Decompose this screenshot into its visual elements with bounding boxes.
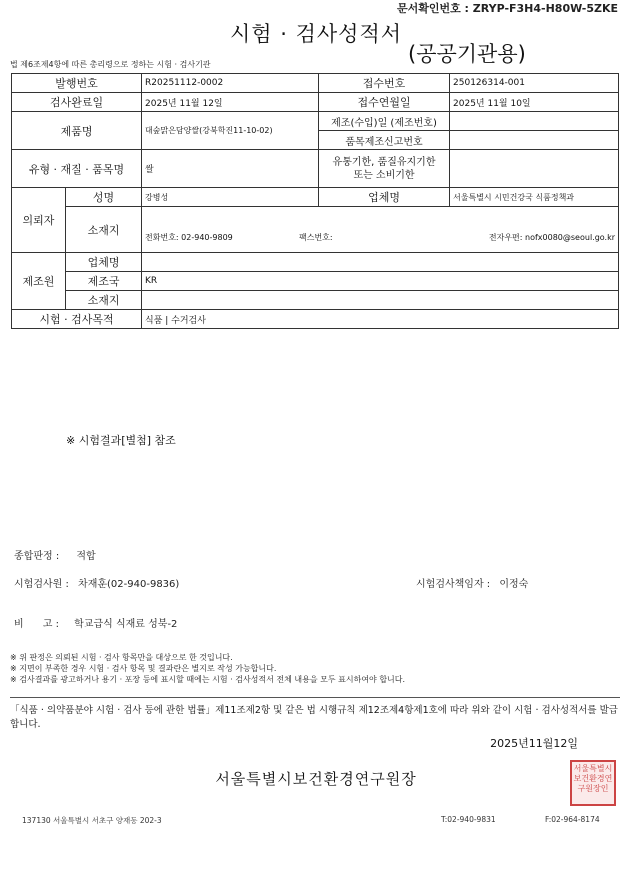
client-label: 의뢰자	[12, 188, 66, 253]
mfg-date-label: 제조(수입)일 (제조번호)	[319, 112, 450, 131]
purpose-row	[12, 310, 619, 329]
receipt-date-value: 2025년 11월 10일	[450, 93, 619, 112]
note-2: ※ 지면이 부족한 경우 시험 · 검사 항목 및 결과란은 별지로 작성 가능합니다.	[10, 664, 277, 673]
country-row	[12, 272, 619, 291]
note-3: ※ 검사결과를 광고하거나 용기 · 포장 등에 표시할 때에는 시험 · 검사성적서 전체 내용을 모두 표시하여야 합니다.	[10, 675, 406, 684]
mfg-date-value	[450, 112, 619, 131]
country-value: KR	[142, 272, 619, 291]
maker-address-row	[12, 291, 619, 310]
remark-line	[14, 615, 177, 630]
footer-telephone: T:02-940-9831	[441, 815, 496, 824]
maker-company-row	[12, 253, 619, 272]
report-no-value	[450, 131, 619, 150]
client-name-value: 강병성	[142, 188, 319, 207]
footer-fax: F:02-964-8174	[545, 815, 600, 824]
client-contact	[142, 207, 619, 253]
expiry-label	[319, 150, 450, 188]
fax-value: 팩스번호:	[299, 233, 333, 242]
result-reference-note: ※ 시험결과[별첨] 참조	[66, 434, 176, 447]
official-seal: 서울특별시보건환경연구원장인	[570, 760, 616, 806]
examiner-line	[14, 575, 179, 590]
receipt-date-label: 접수연월일	[319, 93, 450, 112]
note-1: ※ 위 판정은 의뢰된 시험 · 검사 항목만을 대상으로 한 것입니다.	[10, 653, 233, 662]
email-value: 전자우편: nofx0080@seoul.go.kr	[488, 233, 616, 242]
inspection-form-table	[11, 73, 619, 329]
client-name-row	[12, 188, 619, 207]
maker-company-label: 업체명	[66, 253, 142, 272]
type-label: 유형 · 재질 · 품목명	[12, 150, 142, 188]
manager-label: 시험검사책임자 :	[416, 579, 491, 590]
manager-line	[416, 575, 528, 590]
issue-no-value: R20251112-0002	[142, 74, 319, 93]
phone-value: 전화번호: 02-940-9809	[145, 233, 233, 242]
issuance-statement: 「식품 · 의약품분야 시험 · 검사 등에 관한 법률」제11조제2항 및 같은 법 시행규칙 제12조제4항제1호에 따라 위와 같이 시험 · 검사성적서를 발급합니다.	[10, 705, 618, 730]
complete-date-label: 검사완료일	[12, 93, 142, 112]
complete-date-value: 2025년 11월 12일	[142, 93, 319, 112]
company-label: 업체명	[319, 188, 450, 207]
section-divider	[10, 697, 620, 698]
issue-row	[12, 74, 619, 93]
product-row	[12, 112, 619, 131]
country-label: 제조국	[66, 272, 142, 291]
issue-date: 2025년11월12일	[490, 737, 578, 750]
type-row	[12, 150, 619, 188]
maker-label: 제조원	[12, 253, 66, 310]
maker-company-value	[142, 253, 619, 272]
client-name-label: 성명	[66, 188, 142, 207]
legal-basis: 법 제6조제4항에 따른 총리령으로 정하는 시험 · 검사기관	[10, 60, 211, 69]
verdict-value: 적합	[76, 551, 96, 562]
notes-block	[10, 652, 405, 685]
verdict-line	[14, 547, 96, 562]
date-row	[12, 93, 619, 112]
document-subtitle: (공공기관용)	[408, 42, 526, 66]
remark-value: 학교급식 식재료 성북-2	[74, 619, 178, 630]
verdict-label: 종합판정 :	[14, 551, 60, 562]
maker-address-value	[142, 291, 619, 310]
product-name-label: 제품명	[12, 112, 142, 150]
issuing-institute: 서울특별시보건환경연구원장	[215, 770, 417, 788]
document-confirmation-number: 문서확인번호 : ZRYP-F3H4-H80W-5ZKE	[396, 2, 618, 15]
purpose-label: 시험 · 검사목적	[12, 310, 142, 329]
client-address-row	[12, 207, 619, 253]
manager-value: 이정숙	[499, 579, 529, 590]
expiry-value	[450, 150, 619, 188]
receipt-no-value: 250126314-001	[450, 74, 619, 93]
examiner-value: 차재훈(02-940-9836)	[78, 579, 180, 590]
expiry-label-line-2: 또는 소비기한	[353, 169, 415, 181]
issue-no-label: 발행번호	[12, 74, 142, 93]
expiry-label-line-1: 유통기한, 품질유지기한	[332, 156, 436, 168]
footer-address: 137130 서울특별시 서초구 양재동 202-3	[22, 816, 162, 825]
type-value: 쌀	[142, 150, 319, 188]
maker-address-label: 소재지	[66, 291, 142, 310]
document-title: 시험 · 검사성적서	[229, 22, 403, 46]
address-label: 소재지	[66, 207, 142, 253]
purpose-value: 식품 | 수거검사	[142, 310, 619, 329]
receipt-no-label: 접수번호	[319, 74, 450, 93]
examiner-label: 시험검사원 :	[14, 579, 69, 590]
company-value: 서울특별시 시민건강국 식품정책과	[450, 188, 619, 207]
report-no-label: 품목제조신고번호	[319, 131, 450, 150]
remark-label: 비 고 :	[14, 619, 59, 630]
product-name-value: 대숲맑은담양쌀(강북학진11-10-02)	[142, 112, 319, 150]
